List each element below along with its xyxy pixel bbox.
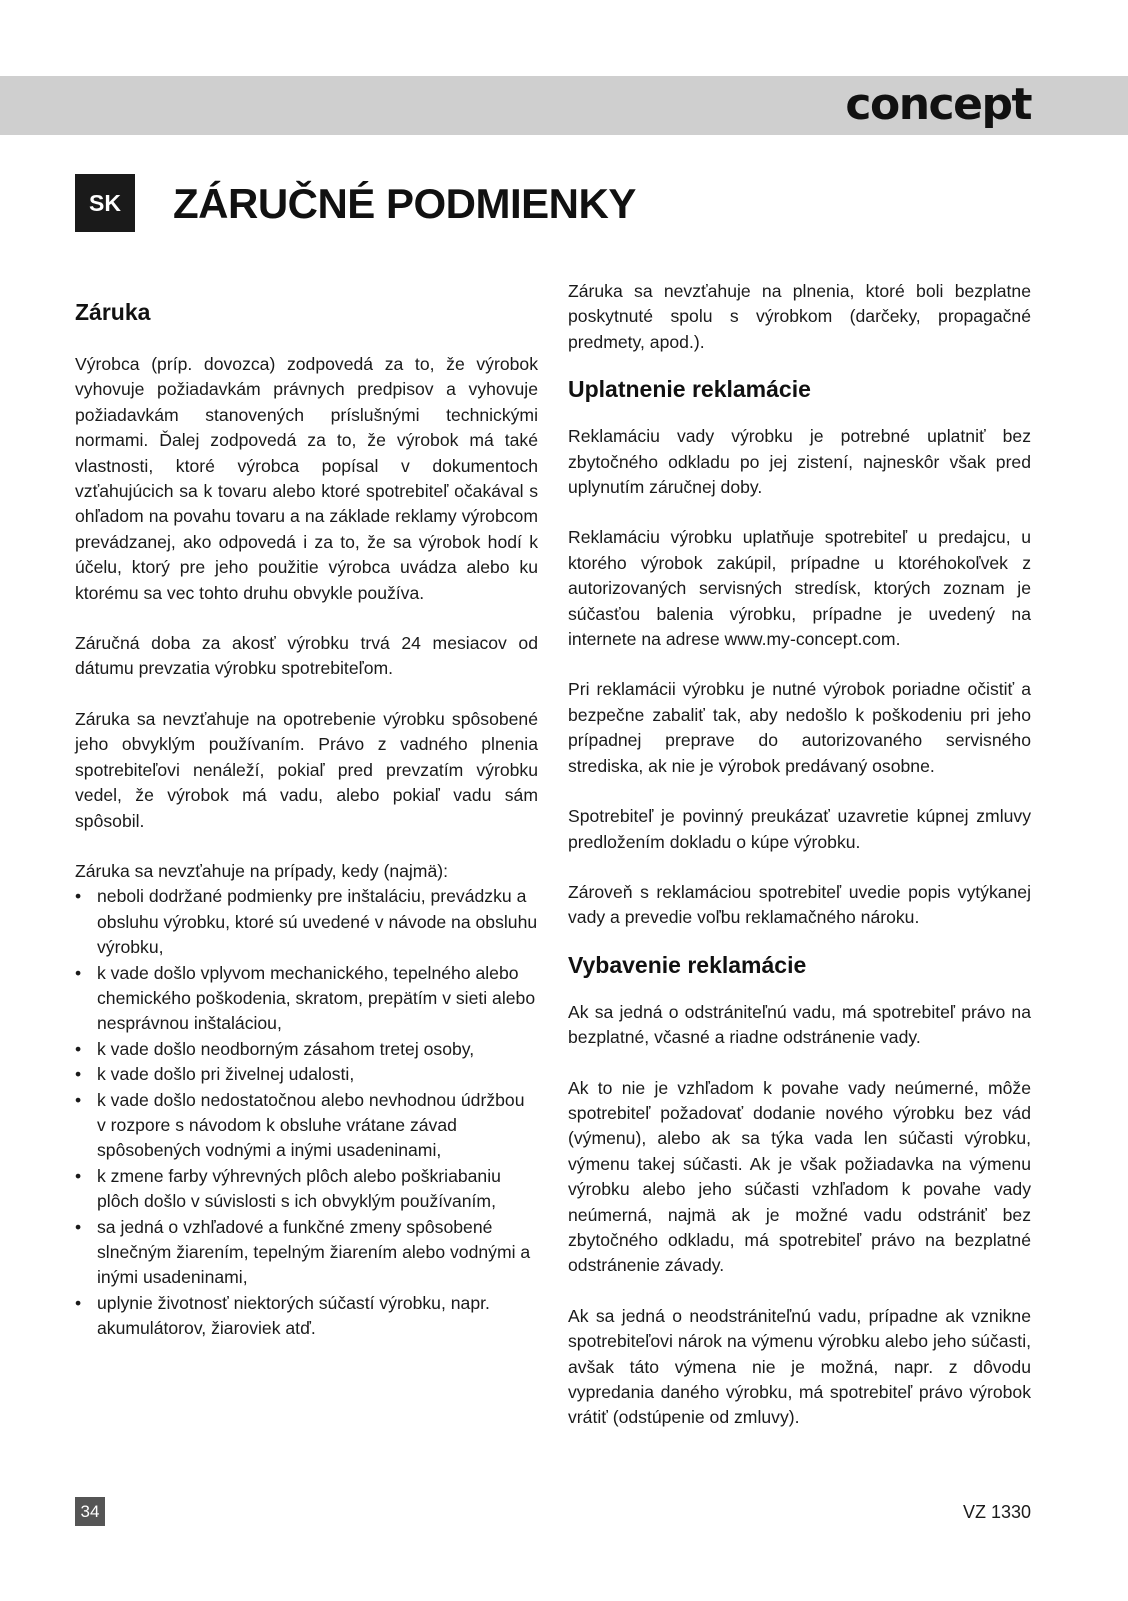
paragraph: Ak sa jedná o odstrániteľnú vadu, má spotrebiteľ právo na bezplatné, včasné a riadne odstránenie vady. bbox=[568, 1001, 1031, 1048]
section-heading-warranty: Záruka bbox=[75, 299, 151, 325]
bullet-icon: • bbox=[75, 1292, 82, 1313]
bullet-icon: • bbox=[75, 1064, 82, 1085]
paragraph: Reklamáciu vady výrobku je potrebné uplatniť bez zbytočného odkladu po jej zistení, najneskôr však pred uplynutím záručnej doby. bbox=[568, 426, 1031, 498]
list-item bbox=[75, 1088, 538, 1164]
paragraph: Záruka sa nevzťahuje na opotrebenie výrobku spôsobené jeho obvyklým používaním. Právo z vadného plnenia spotrebiteľovi nenáleží, pokiaľ pred prevzatím výrobku vedel, že výrobok má vadu, alebo pokiaľ vadu sám spôsobil. bbox=[75, 708, 538, 831]
language-badge: SK bbox=[75, 174, 135, 232]
list-item bbox=[75, 884, 538, 960]
model-code: VZ 1330 bbox=[962, 1502, 1031, 1522]
section-heading-claim-handling: Vybavenie reklamácie bbox=[568, 951, 807, 978]
list-item-text: sa jedná o vzhľadové a funkčné zmeny spôsobené slnečným žiarením, tepelným žiarením alebo vodnými a inými usadeninami, bbox=[97, 1216, 531, 1288]
bullet-icon: • bbox=[75, 886, 82, 907]
exclusions-list bbox=[75, 884, 538, 1341]
list-intro: Záruka sa nevzťahuje na prípady, kedy (najmä): bbox=[75, 860, 448, 881]
right-column bbox=[568, 279, 1031, 1456]
list-item bbox=[75, 1215, 538, 1291]
list-item bbox=[75, 1164, 538, 1215]
list-item-text: k vade došlo pri živelnej udalosti, bbox=[97, 1064, 355, 1085]
list-item-text: k vade došlo vplyvom mechanického, tepelného alebo chemického poškodenia, skratom, prepätím v sieti alebo nesprávnou inštaláciou, bbox=[97, 962, 536, 1034]
brand-logo: concept bbox=[845, 79, 1031, 130]
list-item-text: neboli dodržané podmienky pre inštaláciu, prevádzku a obsluhu výrobku, ktoré sú uvedené v návode na obsluhu výrobku, bbox=[97, 886, 538, 958]
list-item-text: k zmene farby výhrevných plôch alebo poškriabaniu plôch došlo v súvislosti s ich obvyklým používaním, bbox=[97, 1165, 501, 1212]
page-title: ZÁRUČNÉ PODMIENKY bbox=[173, 180, 636, 227]
paragraph: Záručná doba za akosť výrobku trvá 24 mesiacov od dátumu prevzatia výrobku spotrebiteľom. bbox=[75, 633, 538, 679]
paragraph: Výrobca (príp. dovozca) zodpovedá za to, že výrobok vyhovuje požiadavkám právnych predpisov a vyhovuje požiadavkám stanovených príslušnými technickými normami. Ďalej zodpovedá za to, že výrobok má také vlastnosti, ktoré výrobca popísal v dokumentoch vzťahujúcich sa k tovaru alebo ktoré spotrebiteľ očakával s ohľadom na povahu tovaru a na základe reklamy výrobcom prevádzanej, ako odpovedá i za to, že sa výrobok hodí k účelu, ktorý pre jeho použitie výrobca uvádza alebo ku ktorému sa vec tohto druhu obvykle používa. bbox=[75, 354, 538, 603]
bullet-icon: • bbox=[75, 962, 82, 983]
paragraph: Ak sa jedná o neodstrániteľnú vadu, prípadne ak vznikne spotrebiteľovi nárok na výmenu výrobku alebo jeho súčasti, avšak táto výmena nie je možná, napr. z dôvodu vypredania daného výrobku, má spotrebiteľ právo výrobok vrátiť (odstúpenie od zmluvy). bbox=[568, 1305, 1031, 1428]
list-item bbox=[75, 1062, 538, 1087]
paragraph: Ak to nie je vzhľadom k povahe vady neúmerné, môže spotrebiteľ požadovať dodanie nového výrobku bez vád (výmenu), alebo ak sa týka vada len súčasti výrobku, výmenu takej súčasti. Ak je však požiadavka na výmenu výrobku alebo jeho súčasti vzhľadom k povahe vady neúmerná, najmä ak je možné vadu odstrániť bez zbytočného odkladu, má spotrebiteľ právo na bezplatné odstránenie závady. bbox=[568, 1077, 1031, 1276]
list-item-text: k vade došlo neodborným zásahom tretej osoby, bbox=[97, 1038, 475, 1059]
bullet-icon: • bbox=[75, 1165, 82, 1186]
page-number: 34 bbox=[75, 1497, 105, 1526]
paragraph: Záruka sa nevzťahuje na plnenia, ktoré boli bezplatne poskytnuté spolu s výrobkom (darčeky, propagačné predmety, apod.). bbox=[568, 281, 1031, 352]
paragraph: Spotrebiteľ je povinný preukázať uzavretie kúpnej zmluvy predložením dokladu o kúpe výrobku. bbox=[568, 806, 1031, 852]
paragraph: Pri reklamácii výrobku je nutné výrobok poriadne očistiť a bezpečne zabaliť tak, aby nedošlo k poškodeniu pri jeho prípadnej preprave do autorizovaného servisného strediska, ak nie je výrobok predávaný osobne. bbox=[568, 679, 1031, 776]
bullet-icon: • bbox=[75, 1089, 82, 1110]
section-heading-claim-filing: Uplatnenie reklamácie bbox=[568, 376, 811, 403]
list-item-text: uplynie životnosť niektorých súčastí výrobku, napr. akumulátorov, žiaroviek atď. bbox=[97, 1292, 490, 1339]
list-item bbox=[75, 961, 538, 1037]
paragraph: Reklamáciu výrobku uplatňuje spotrebiteľ u predajcu, u ktorého výrobok zakúpil, prípadne u ktoréhokoľvek z autorizovaných servisných stredísk, ktorých zoznam je súčasťou balenia výrobku, prípadne je uvedený na internete na adrese www.my-concept.com. bbox=[568, 527, 1031, 650]
paragraph: Zároveň s reklamáciou spotrebiteľ uvedie popis vytýkanej vady a prevedie voľbu reklamačného nároku. bbox=[568, 881, 1031, 928]
bullet-icon: • bbox=[75, 1216, 82, 1237]
bullet-icon: • bbox=[75, 1038, 82, 1059]
list-item bbox=[75, 1037, 538, 1062]
left-column bbox=[75, 296, 538, 1342]
list-item-text: k vade došlo nedostatočnou alebo nevhodnou údržbou v rozpore s návodom k obsluhe vrátane závad spôsobených vodnými a inými usadeninami, bbox=[97, 1089, 525, 1161]
list-item bbox=[75, 1291, 538, 1342]
